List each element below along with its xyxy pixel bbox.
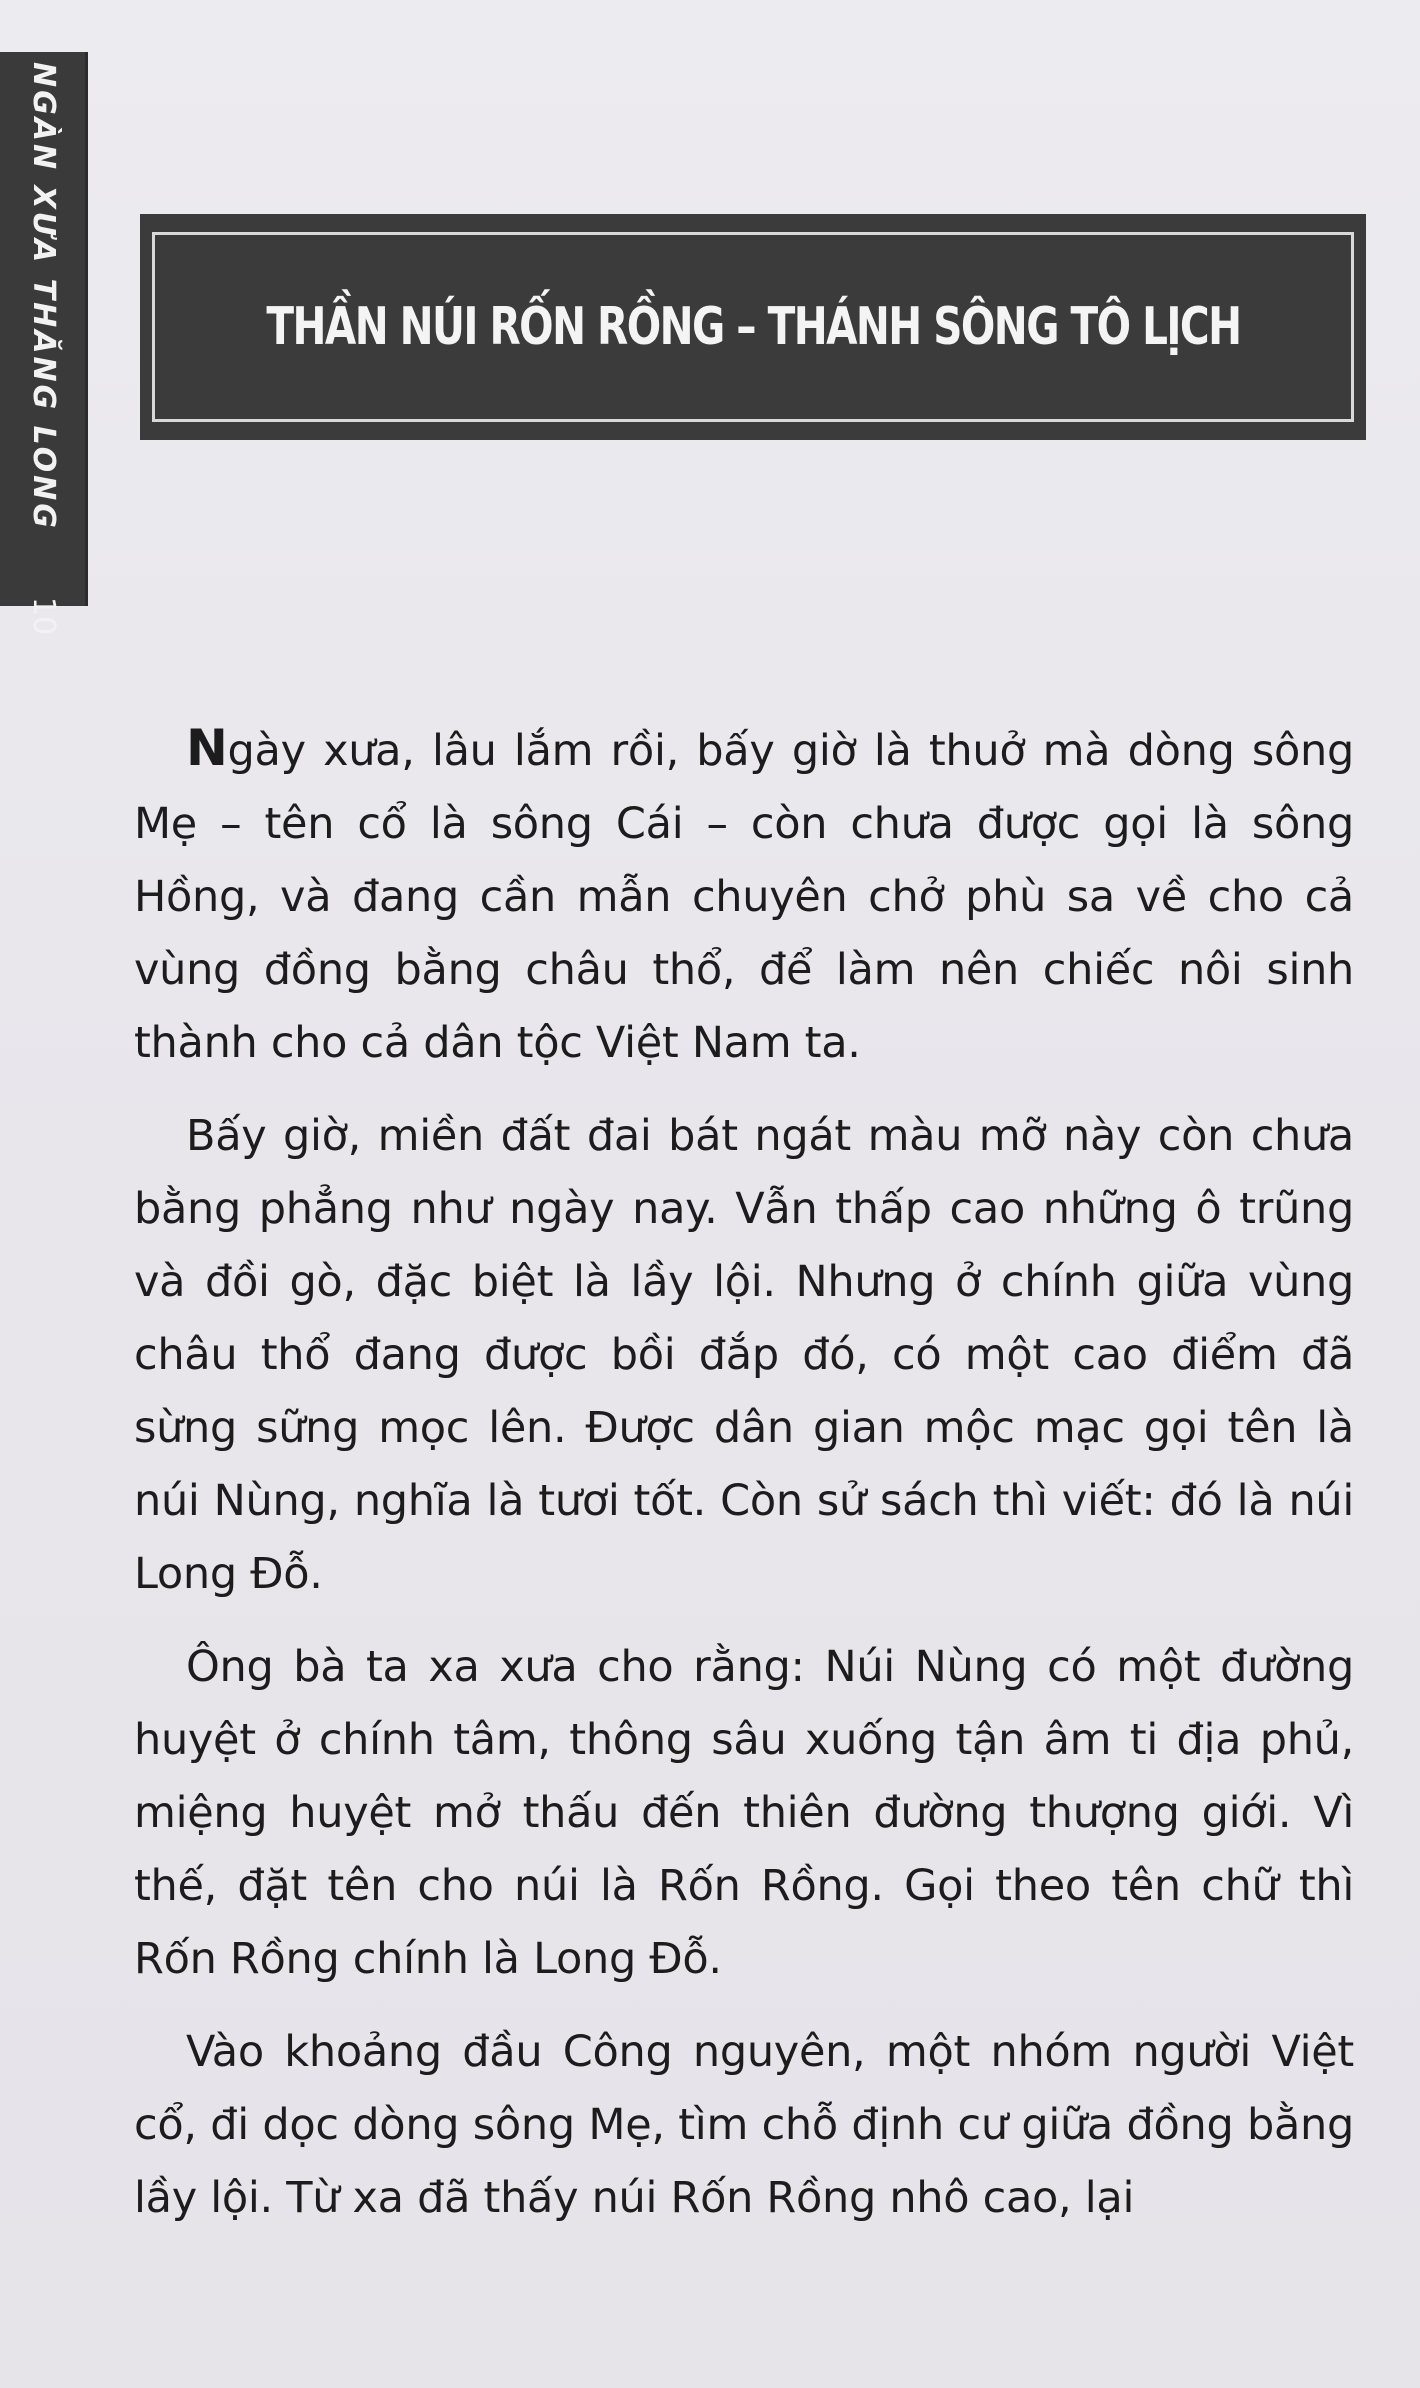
- paragraph-2: Bấy giờ, miền đất đai bát ngát màu mỡ này còn chưa bằng phẳng như ngày nay. Vẫn thấp cao những ô trũng và đồi gò, đặc biệt là lầy lội. Nhưng ở chính giữa vùng châu thổ đang được bồi đắp đó, có một cao điểm đã sừng sững mọc lên. Được dân gian mộc mạc gọi tên là núi Nùng, nghĩa là tươi tốt. Còn sử sách thì viết: đó là núi Long Đỗ.: [134, 1111, 1354, 1599]
- body-text: [134, 712, 1354, 2255]
- chapter-title: THẦN NÚI RỐN RỒNG – THÁNH SÔNG TÔ LỊCH: [265, 297, 1241, 357]
- paragraph-3: Ông bà ta xa xưa cho rằng: Núi Nùng có một đường huyệt ở chính tâm, thông sâu xuống tận âm ti địa phủ, miệng huyệt mở thấu đến thiên đường thượng giới. Vì thế, đặt tên cho núi là Rốn Rồng. Gọi theo tên chữ thì Rốn Rồng chính là Long Đỗ.: [134, 1642, 1354, 1984]
- paragraph-4: Vào khoảng đầu Công nguyên, một nhóm người Việt cổ, đi dọc dòng sông Mẹ, tìm chỗ định cư giữa đồng bằng lầy lội. Từ xa đã thấy núi Rốn Rồng nhô cao, lại: [134, 2027, 1354, 2223]
- paragraph-1: [134, 712, 1354, 1080]
- chapter-title-banner: [140, 214, 1366, 440]
- drop-letter: N: [186, 719, 228, 777]
- running-header-tab: [0, 52, 88, 636]
- paragraph-1-text: gày xưa, lâu lắm rồi, bấy giờ là thuở mà dòng sông Mẹ – tên cổ là sông Cái – còn chưa được gọi là sông Hồng, và đang cần mẫn chuyên chở phù sa về cho cả vùng đồng bằng châu thổ, để làm nên chiếc nôi sinh thành cho cả dân tộc Việt Nam ta.: [134, 726, 1354, 1068]
- chapter-title-frame: [152, 232, 1354, 422]
- running-header-book-title: NGÀN XƯA THĂNG LONG: [26, 62, 62, 531]
- page-number: 10: [26, 596, 62, 636]
